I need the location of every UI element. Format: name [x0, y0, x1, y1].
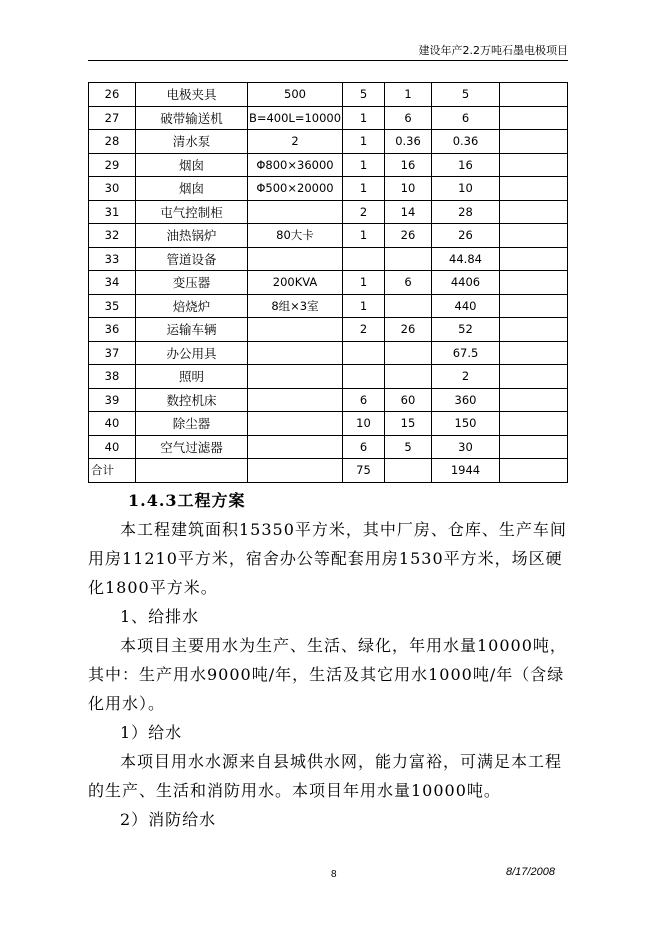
- table-cell: 1: [343, 177, 385, 201]
- table-cell: [248, 435, 343, 459]
- table-cell: [500, 106, 568, 130]
- supply-paragraph: 本项目用水水源来自县城供水网，能力富裕，可满足本工程的生产、生活和消防用水。本项目年用水量10000吨。: [88, 752, 563, 800]
- table-cell: 5: [432, 83, 500, 107]
- table-cell: [248, 388, 343, 412]
- table-cell: 16: [432, 153, 500, 177]
- table-cell: 1: [343, 294, 385, 318]
- table-cell: 1: [343, 271, 385, 295]
- table-cell: 150: [432, 412, 500, 436]
- table-cell: 29: [89, 153, 136, 177]
- table-cell: 合计: [89, 459, 136, 483]
- section-body: [88, 515, 578, 834]
- table-cell: 除尘器: [136, 412, 248, 436]
- table-row: [89, 294, 568, 318]
- table-cell: Φ500×20000: [248, 177, 343, 201]
- table-cell: [500, 341, 568, 365]
- table-cell: 焙烧炉: [136, 294, 248, 318]
- table-cell: 屯气控制柜: [136, 200, 248, 224]
- table-cell: 1: [343, 153, 385, 177]
- table-cell: 27: [89, 106, 136, 130]
- table-cell: [385, 341, 432, 365]
- table-cell: [343, 365, 385, 389]
- table-cell: [500, 224, 568, 248]
- table-cell: 30: [432, 435, 500, 459]
- table-cell: 28: [89, 130, 136, 154]
- sub2-heading: 2）消防给水: [120, 810, 217, 829]
- table-cell: 26: [385, 224, 432, 248]
- table-cell: 8组×3室: [248, 294, 343, 318]
- table-cell: 37: [89, 341, 136, 365]
- table-cell: 67.5: [432, 341, 500, 365]
- table-cell: 10: [385, 177, 432, 201]
- table-row: [89, 177, 568, 201]
- table-cell: 440: [432, 294, 500, 318]
- table-cell: [248, 365, 343, 389]
- table-cell: 变压器: [136, 271, 248, 295]
- item1-heading: 1、给排水: [120, 607, 200, 626]
- page-header: [88, 44, 568, 61]
- equipment-table: [88, 82, 568, 483]
- table-cell: 0.36: [385, 130, 432, 154]
- table-cell: 电极夹具: [136, 83, 248, 107]
- table-cell: [500, 200, 568, 224]
- table-cell: 运输车辆: [136, 318, 248, 342]
- table-cell: 空气过滤器: [136, 435, 248, 459]
- table-cell: 10: [432, 177, 500, 201]
- table-cell: 数控机床: [136, 388, 248, 412]
- table-cell: 2: [343, 318, 385, 342]
- intro-paragraph: 本工程建筑面积15350平方米，其中厂房、仓库、生产车间用房11210平方米，宿舍办公等配套用房1530平方米，场区硬化1800平方米。: [88, 520, 567, 597]
- table-cell: 360: [432, 388, 500, 412]
- table-cell: 26: [432, 224, 500, 248]
- table-cell: 2: [343, 200, 385, 224]
- table-cell: [385, 294, 432, 318]
- table-row: [89, 200, 568, 224]
- table-cell: 75: [343, 459, 385, 483]
- table-row: [89, 130, 568, 154]
- table-cell: 照明: [136, 365, 248, 389]
- table-cell: 1: [343, 106, 385, 130]
- table-row: [89, 271, 568, 295]
- table-cell: 15: [385, 412, 432, 436]
- table-cell: [248, 459, 343, 483]
- table-cell: B=400L=10000: [248, 106, 343, 130]
- table-cell: [248, 200, 343, 224]
- table-cell: [500, 247, 568, 271]
- table-cell: [500, 130, 568, 154]
- table-cell: [500, 271, 568, 295]
- table-cell: 6: [432, 106, 500, 130]
- table-cell: [500, 83, 568, 107]
- table-cell: 4406: [432, 271, 500, 295]
- table-cell: Φ800×36000: [248, 153, 343, 177]
- water-use-paragraph: 本项目主要用水为生产、生活、绿化，年用水量10000吨，其中：生产用水9000吨/年，生活及其它用水1000吨/年（含绿化用水）。: [88, 636, 567, 713]
- table-cell: 6: [343, 435, 385, 459]
- footer-date: 8/17/2008: [506, 866, 555, 878]
- table-cell: [248, 341, 343, 365]
- table-cell: 200KVA: [248, 271, 343, 295]
- table-cell: 39: [89, 388, 136, 412]
- table-row: [89, 153, 568, 177]
- table-cell: 26: [385, 318, 432, 342]
- table-cell: 6: [343, 388, 385, 412]
- table-cell: 35: [89, 294, 136, 318]
- table-cell: [343, 341, 385, 365]
- table-row: [89, 247, 568, 271]
- table-cell: 14: [385, 200, 432, 224]
- table-cell: [385, 247, 432, 271]
- table-cell: 5: [385, 435, 432, 459]
- table-cell: 1: [343, 224, 385, 248]
- total-row: [89, 459, 568, 483]
- table-cell: [500, 318, 568, 342]
- table-cell: [500, 459, 568, 483]
- table-cell: 破带输送机: [136, 106, 248, 130]
- page-number: 8: [331, 869, 337, 880]
- table-cell: 38: [89, 365, 136, 389]
- table-cell: 34: [89, 271, 136, 295]
- table-row: [89, 83, 568, 107]
- table-cell: 40: [89, 435, 136, 459]
- table-row: [89, 435, 568, 459]
- table-cell: [500, 294, 568, 318]
- table-cell: 5: [343, 83, 385, 107]
- table-cell: [248, 412, 343, 436]
- table-cell: [500, 153, 568, 177]
- table-cell: 办公用具: [136, 341, 248, 365]
- table-cell: 6: [385, 271, 432, 295]
- table-cell: [136, 459, 248, 483]
- table-cell: 36: [89, 318, 136, 342]
- table-cell: 40: [89, 412, 136, 436]
- table-row: [89, 106, 568, 130]
- table-cell: [248, 247, 343, 271]
- table-cell: 26: [89, 83, 136, 107]
- table-cell: [385, 459, 432, 483]
- table-cell: [248, 318, 343, 342]
- table-row: [89, 318, 568, 342]
- table-cell: 0.36: [432, 130, 500, 154]
- table-cell: 33: [89, 247, 136, 271]
- table-cell: [500, 177, 568, 201]
- table-row: [89, 341, 568, 365]
- table-cell: 28: [432, 200, 500, 224]
- table-row: [89, 224, 568, 248]
- table-cell: 60: [385, 388, 432, 412]
- table-cell: 清水泵: [136, 130, 248, 154]
- table-cell: 2: [248, 130, 343, 154]
- table-cell: [500, 365, 568, 389]
- table-row: [89, 388, 568, 412]
- table-cell: [343, 247, 385, 271]
- header-title: 建设年产2.2万吨石墨电极项目: [418, 44, 568, 57]
- table-cell: 1944: [432, 459, 500, 483]
- table-cell: 31: [89, 200, 136, 224]
- table-cell: [500, 388, 568, 412]
- table-cell: 管道设备: [136, 247, 248, 271]
- table-cell: [500, 412, 568, 436]
- table-cell: 2: [432, 365, 500, 389]
- table-cell: 44.84: [432, 247, 500, 271]
- table-cell: 烟囱: [136, 153, 248, 177]
- table-cell: [385, 365, 432, 389]
- table-cell: 52: [432, 318, 500, 342]
- table-cell: 6: [385, 106, 432, 130]
- sub1-heading: 1）给水: [120, 723, 183, 742]
- table-cell: 30: [89, 177, 136, 201]
- table-cell: 1: [343, 130, 385, 154]
- table-cell: 80大卡: [248, 224, 343, 248]
- table-cell: 32: [89, 224, 136, 248]
- table-cell: 16: [385, 153, 432, 177]
- table-cell: 500: [248, 83, 343, 107]
- table-row: [89, 365, 568, 389]
- table-cell: 10: [343, 412, 385, 436]
- table-row: [89, 412, 568, 436]
- table-cell: [500, 435, 568, 459]
- table-cell: 烟囱: [136, 177, 248, 201]
- table-cell: 1: [385, 83, 432, 107]
- table-cell: 油热锅炉: [136, 224, 248, 248]
- section-title: 1.4.3工程方案: [128, 491, 246, 510]
